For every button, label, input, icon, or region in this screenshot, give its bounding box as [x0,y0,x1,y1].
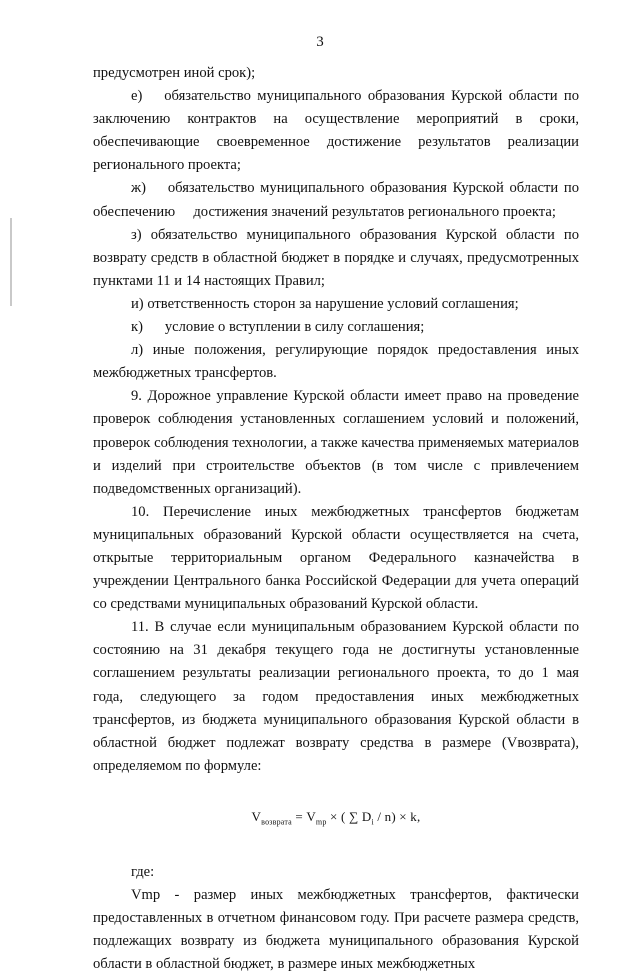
paragraph-i: и) ответственность сторон за нарушение условий соглашения; [131,295,519,312]
paragraph-vmp: Vmp - размер иных межбюджетных трансфертов, фактически предоставленных в отчетном финансовом году. При расчете размера средств, подлежащих возврату из бюджета муниципального образования Курской области в областной бюджет, в размере иных межбюджетных [93,886,579,972]
return-formula [93,805,579,834]
paragraph-zh: ж) обязательство муниципального образования Курской области по обеспечению достижения значений результатов регионального проекта; [93,180,579,220]
formula-sub-vozvrata: возврата [261,817,292,827]
paragraph-k: к) условие о вступлении в силу соглашения; [131,319,425,336]
paragraph-l: л) иные положения, регулирующие порядок предоставления иных межбюджетных трансфертов. [93,342,579,382]
paragraph-10: 10. Перечисление иных межбюджетных трансфертов бюджетам муниципальных образований Курской области осуществляется на счета, открытые территориальным органом Федерального казначейства в учреждении Центрального банка Российской Федерации для учета операций со средствами муниципальных образований Курской области. [93,503,579,613]
paragraph-e: е) обязательство муниципального образования Курской области по заключению контрактов на осуществление мероприятий в сроки, обеспечивающие своевременное достижение результатов реализации регионального проекта; [93,88,579,174]
scan-margin-mark [10,218,12,306]
paragraph-11: 11. В случае если муниципальным образованием Курской области по состоянию на 31 декабря текущего года не достигнуты установленные соглашением результаты реализации регионального проекта, то до 1 мая года, следующего за годом предоставления иных межбюджетных трансфертов, из бюджета муниципального образования Курской области в областной бюджет подлежат возврату средства в размере (Vвозврата), определяемом по формуле: [93,619,579,774]
paragraph-continuation: предусмотрен иной срок); [93,65,256,81]
formula-v: V [251,808,262,824]
formula-sub-mp: mp [315,817,327,827]
formula-sub-i: i [371,817,374,827]
formula-sum: × ( ∑ D [326,808,372,824]
formula-tail: / n) × k, [373,808,421,824]
document-body [93,62,579,976]
formula-equals: = V [291,808,316,824]
paragraph-z: з) обязательство муниципального образования Курской области по возврату средств в областной бюджет в порядке и случаях, предусмотренных пунктами 11 и 14 настоящих Правил; [93,226,579,289]
where-label: где: [131,863,155,880]
paragraph-9: 9. Дорожное управление Курской области имеет право на проведение проверок соблюдения установленных соглашением условий и положений, проверок соблюдения технологии, а также качества применяемых материалов и изделий при строительстве объектов (в том числе с привлечением подведомственных организаций). [93,388,579,497]
page-number: 3 [316,34,324,50]
